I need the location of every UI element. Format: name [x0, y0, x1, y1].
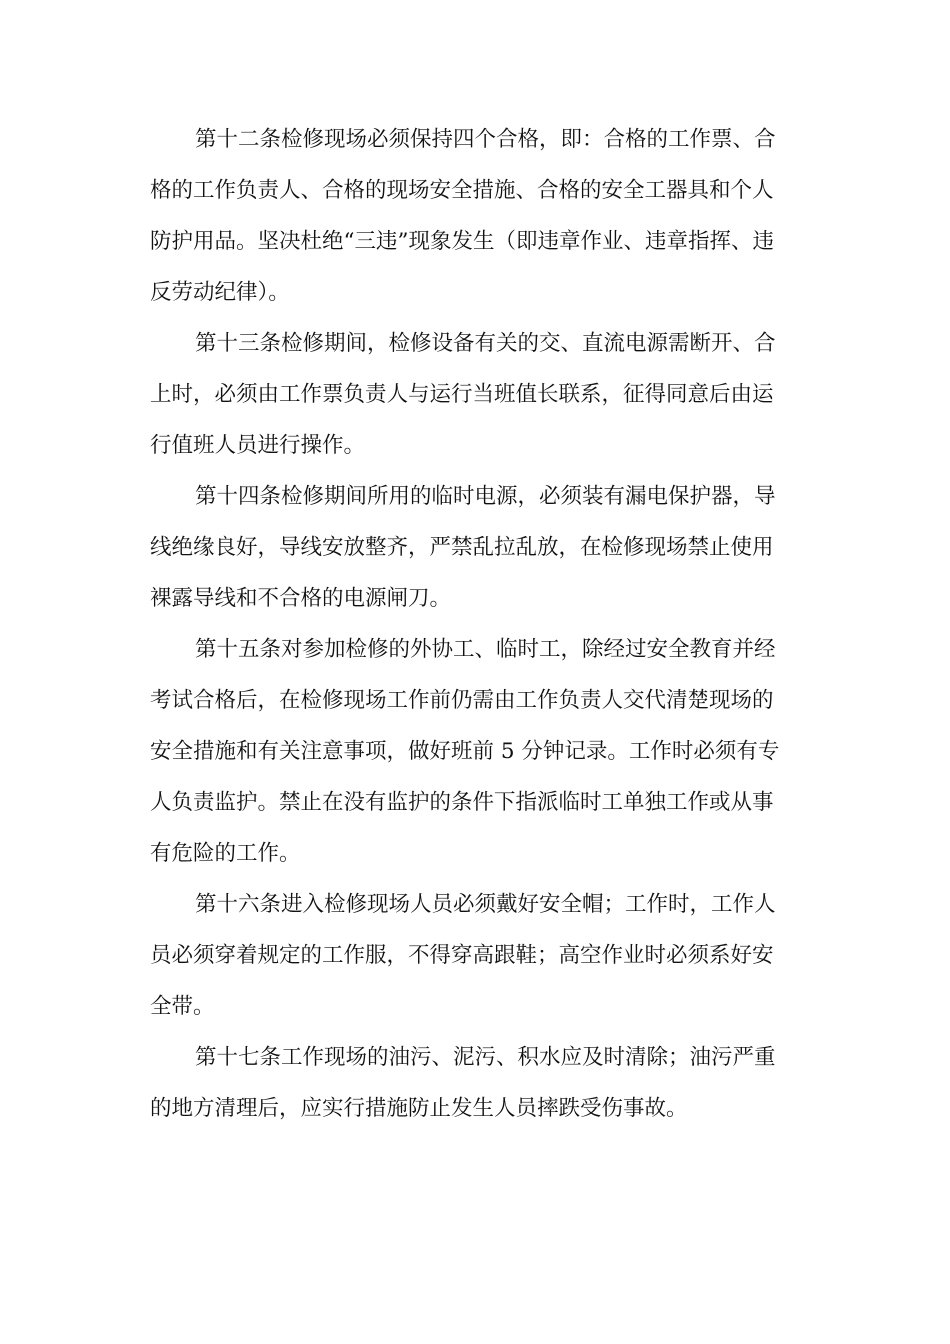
paragraph-line: 行值班人员进行操作。: [150, 433, 366, 458]
paragraph-line: 人负责监护。禁止在没有监护的条件下指派临时工单独工作或从事: [150, 790, 774, 815]
paragraph-line: 上时，必须由工作票负责人与运行当班值长联系，征得同意后由运: [150, 382, 774, 407]
paragraph-line: 的地方清理后，应实行措施防止发生人员摔跌受伤事故。: [150, 1096, 688, 1121]
paragraph-line: 全带。: [150, 994, 215, 1019]
paragraph-line: 有危险的工作。: [150, 841, 301, 866]
paragraph-line: 安全措施和有关注意事项，做好班前 5 分钟记录。工作时必须有专: [150, 739, 780, 764]
paragraph-line: 第十四条检修期间所用的临时电源，必须装有漏电保护器，导: [195, 484, 776, 509]
paragraph-line: 格的工作负责人、合格的现场安全措施、合格的安全工器具和个人: [150, 178, 774, 203]
article-13-paragraph: [150, 318, 800, 471]
article-17-paragraph: [150, 1032, 800, 1134]
paragraph-line: 第十五条对参加检修的外协工、临时工，除经过安全教育并经: [195, 637, 776, 662]
paragraph-line: 裸露导线和不合格的电源闸刀。: [150, 586, 452, 611]
paragraph-line: 第十二条检修现场必须保持四个合格，即：合格的工作票、合: [195, 127, 776, 152]
paragraph-line: 第十七条工作现场的油污、泥污、积水应及时清除；油污严重: [195, 1045, 776, 1070]
article-16-paragraph: [150, 879, 800, 1032]
article-15-paragraph: [150, 624, 800, 879]
article-14-paragraph: [150, 471, 800, 624]
paragraph-line: 员必须穿着规定的工作服，不得穿高跟鞋；高空作业时必须系好安: [150, 943, 774, 968]
paragraph-line: 第十六条进入检修现场人员必须戴好安全帽；工作时，工作人: [195, 892, 776, 917]
paragraph-line: 第十三条检修期间，检修设备有关的交、直流电源需断开、合: [195, 331, 776, 356]
paragraph-line: 考试合格后，在检修现场工作前仍需由工作负责人交代清楚现场的: [150, 688, 774, 713]
paragraph-line: 线绝缘良好，导线安放整齐，严禁乱拉乱放，在检修现场禁止使用: [150, 535, 774, 560]
document-body: [150, 114, 800, 1134]
article-12-paragraph: [150, 114, 800, 318]
paragraph-line: 反劳动纪律）。: [150, 280, 290, 305]
paragraph-line: 防护用品。坚决杜绝“三违”现象发生（即违章作业、违章指挥、违: [150, 229, 774, 254]
